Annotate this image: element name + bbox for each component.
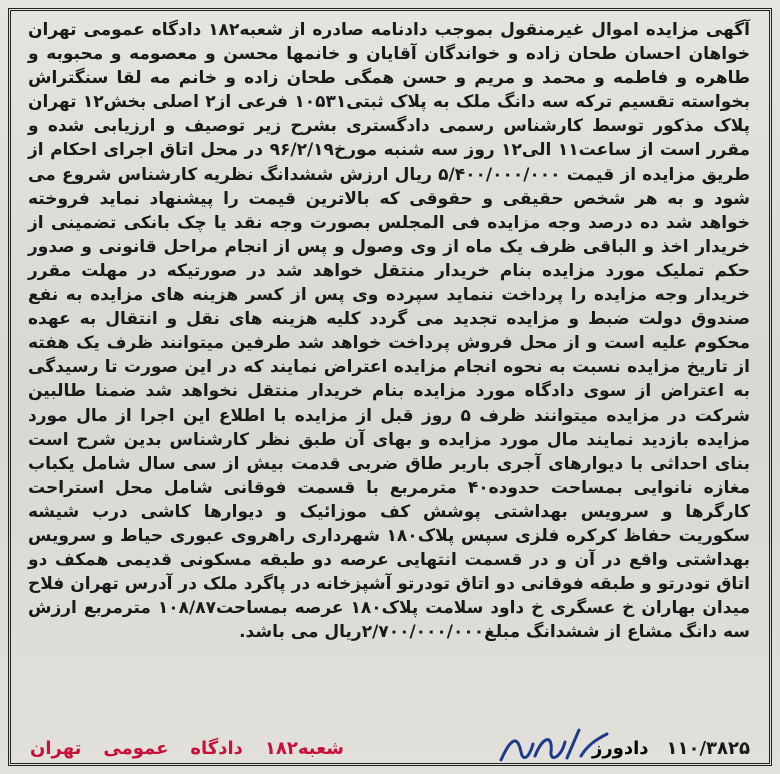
court-branch: شعبه۱۸۲ [264, 737, 344, 759]
court-signature-line [30, 738, 344, 759]
court-city: تهران [30, 737, 82, 759]
court-type: عمومی [103, 737, 169, 759]
auction-notice-body: آگهی مزایده اموال غیرمنقول بموجب دادنامه صادره از شعبه۱۸۲ دادگاه عمومی تهران خواهان احسان طحان زاده و خواندگان آقایان و خانمها محسن و معصومه و محبوبه و طاهره و فاطمه و محمد و مریم و حسن همگی طحان زاده و خانم مه لقا سنگتراش بخواسته تقسیم ترکه سه دانگ ملک به پلاک ثبتی۱۰۵۳۱ فرعی از۲ اصلی بخش۱۲ تهران پلاک مذکور توسط کارشناس رسمی دادگستری بشرح زیر توصیف و ارزیابی شده و مقرر است از ساعت۱۱ الی۱۲ روز سه شنبه مورخ۹۶/۲/۱۹ در محل اتاق اجرای احکام از طریق مزایده از قیمت ۵/۴۰۰/۰۰۰/۰۰۰ ریال ارزش ششدانگ نظریه کارشناس شروع می شود و به هر شخص حقیقی و حقوقی که بالاترین قیمت را پیشنهاد نماید فروخته خواهد شد ده درصد وجه مزایده فی المجلس بصورت وجه نقد یا چک بانکی تضمینی از خریدار اخذ و الباقی ظرف یک ماه از وی وصول و پس از انجام مراحل قانونی و صدور حکم تملیک مورد مزایده بنام خریدار منتقل خواهد شد در صورتیکه در مهلت مقرر خریدار وجه مزایده را پرداخت ننماید سپرده وی پس از کسر هزینه های مزایده به نفع صندوق دولت ضبط و مزایده تجدید می گردد کلیه هزینه های نقل و انتقال به عهده محکوم علیه است و از محل فروش پرداخت خواهد شد طرفین میتوانند ظرف یک هفته از تاریخ مزایده نسبت به نحوه انجام مزایده اعتراض نمایند که در این صورت تا رسیدگی به اعتراض از سوی دادگاه مورد مزایده بنام خریدار منتقل نخواهد شد ضمنا طالبین شرکت در مزایده میتوانند ظرف ۵ روز قبل از مزایده با اطلاع این اجرا از مال مورد مزایده بازدید نمایند مال مورد مزایده و بهای آن طبق نظر کارشناس بدین شرح است بنای احداثی با دیوارهای آجری باربر طاق ضربی قدمت بیش از سی سال شامل یکباب مغازه نانوایی بمساحت حدوده۴۰ مترمربع با قسمت فوقانی شامل محل استراحت کارگرها و سرویس بهداشتی پوشش کف موزائیک و دیوارها کاشی درب شیشه سکوریت حفاظ کرکره فلزی سپس پلاک۱۸۰ شهرداری راهروی عبوری حیاط و سرویس بهداشتی واقع در آن و در قسمت انتهایی عرصه دو طبقه مسکونی قدیمی همکف دو اتاق تودرتو و طبقه فوقانی دو اتاق تودرتو آشپزخانه در پاگرد ملک در آدرس تهران فلاح میدان بهاران خ عسگری خ داود سلامت پلاک۱۸۰ عرصه بمساحت۱۰۸/۸۷ مترمربع ارزش سه دانگ مشاع از ششدانگ مبلغ۲/۷۰۰/۰۰۰/۰۰۰ریال می باشد. [28, 20, 751, 643]
reference-group [592, 738, 750, 759]
reference-number: ۱۱۰/۳۸۲۵ [666, 737, 750, 759]
court-word: دادگاه [190, 737, 243, 759]
notice-footer [30, 732, 750, 764]
officer-title: دادورز [591, 737, 649, 759]
